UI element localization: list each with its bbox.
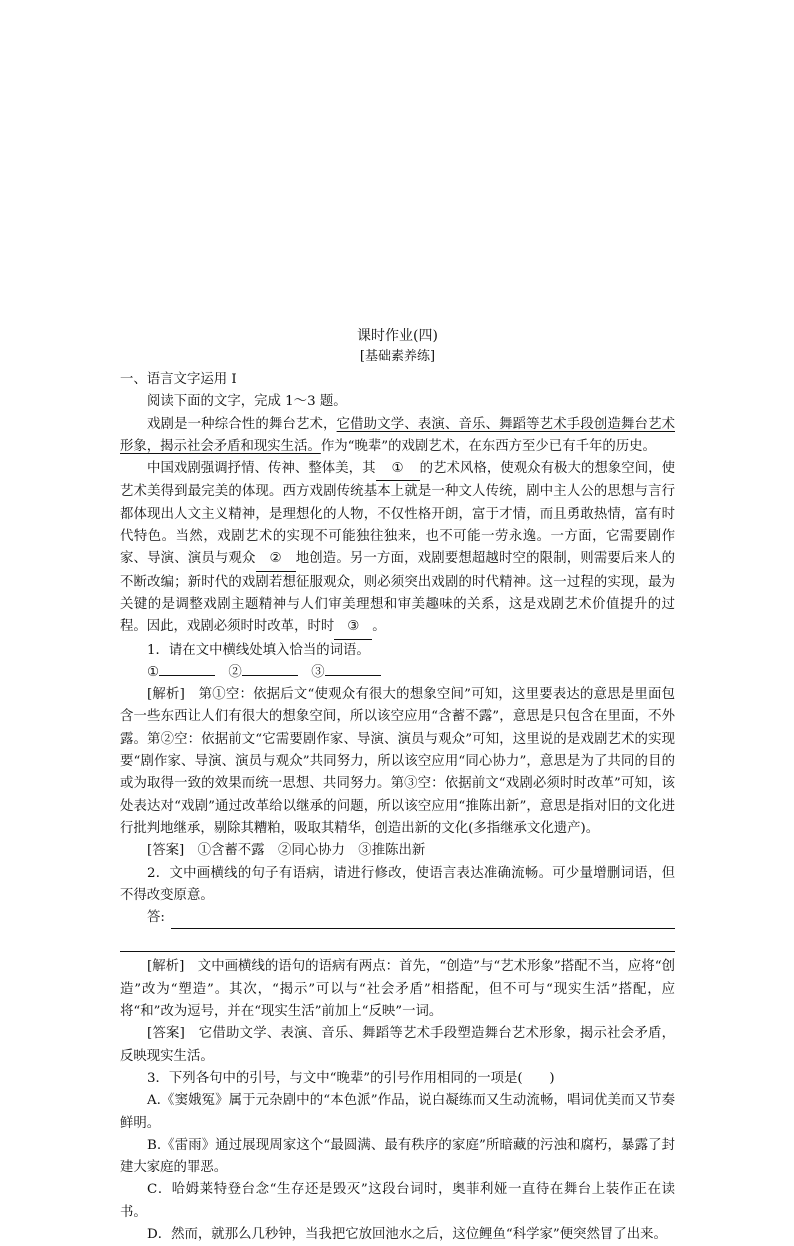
answer-blank-3[interactable]: [325, 675, 381, 676]
option-a[interactable]: A.《窦娥冤》属于元杂剧中的“本色派”作品，说白凝练而又生动流畅，唱词优美而又节奏鲜明。: [120, 1093, 675, 1131]
blank-2[interactable]: ②: [256, 548, 296, 571]
question-1-answer-blanks: [120, 662, 675, 684]
worksheet-page: [120, 325, 675, 1246]
answer-label-2: ②: [228, 664, 242, 680]
answer-label-1: ①: [147, 664, 160, 680]
analysis-text: 文中画横线的语句的语病有两点：首先，“创造”与“艺术形象”搭配不当，应将“创造”改为“塑造”。其次，“揭示”可以与“社会矛盾”相搭配，但不可与“现实生活”搭配，应将“和”改为逗号，并在“现实生活”前加上“反映”一词。: [120, 959, 675, 1020]
answer-line-1[interactable]: [171, 910, 675, 929]
question-2: 2．文中画横线的句子有语病，请进行修改，使语言表达准确流畅。可少量增删词语，但不得改变原意。: [120, 865, 675, 903]
passage-p1-post: 作为“晚辈”的戏剧艺术，在东西方至少已有千年的历史。: [320, 438, 656, 454]
analysis-tag: [解析]: [147, 959, 185, 975]
option-d[interactable]: D．然而，就那么几秒钟，当我把它放回池水之后，这位鲤鱼“科学家”便突然冒了出来。: [147, 1226, 667, 1242]
passage-p2-a: 中国戏剧强调抒情、传神、整体美，其: [147, 461, 376, 477]
passage-p2-c: 地创造。另一方面，戏剧要想超越时空的限制，则需要后来人的不断改编；新时代的戏剧若想征服观众，则必须突出戏剧的时代精神。这一过程的实现，最为关键的是调整戏剧主题精神与人们审美理想和审美趣味的关系，这是戏剧艺术价值提升的过程。因此，戏剧必须时时改革，时时: [120, 551, 676, 635]
answer-blank-1[interactable]: [159, 675, 215, 676]
passage-p2-b: 的艺术风格，使观众有极大的想象空间，使艺术美得到最完美的体现。西方戏剧传统基本上就是一种文人传统，剧中主人公的思想与言行都体现出人文主义精神，是理想化的人物，不仅性格开朗，富于才情，而且勇敢热情，富有时代特色。当然，戏剧艺术的实现不可能独往独来，也不可能一劳永逸。一方面，它需要剧作家、导演、演员与观众: [120, 461, 676, 567]
reading-instruction: 阅读下面的文字，完成 1～3 题。: [147, 394, 347, 410]
answer-prompt: 答:: [147, 910, 165, 926]
answer-blank-2[interactable]: [242, 675, 298, 676]
passage-p1-pre: 戏剧是一种综合性的舞台艺术，: [147, 416, 337, 432]
option-b[interactable]: B.《雷雨》通过展现周家这个“最圆满、最有秩序的家庭”所暗藏的污浊和腐朽，暴露了封建大家庭的罪恶。: [120, 1137, 675, 1176]
analysis-text: 第①空：依据后文“使观众有很大的想象空间”可知，这里要表达的意思是里面包含一些东西让人们有很大的想象空间，所以该空应用“含蓄不露”，意思是只包含在里面，不外露。第②空：依据前文“它需要剧作家、导演、演员与观众”可知，这里说的是戏剧艺术的实现要“剧作家、导演、演员与观众”共同努力，所以该空应用“同心协力”，意思是为了共同的目的或为取得一致的效果而统一思想、共同努力。第③空：依据前文“戏剧必须时时改革”可知，该处表达对“戏剧”通过改革给以继承的问题，所以该空应用“推陈出新”，意思是指对旧的文化进行批判地继承，剔除其糟粕，吸取其精华，创造出新的文化(多指继承文化遗产)。: [120, 687, 675, 836]
option-c[interactable]: C．哈姆莱特登台念“生存还是毁灭”这段台词时，奥菲利娅一直待在舞台上装作正在读书。: [120, 1182, 675, 1220]
question-2-analysis: [120, 956, 675, 1023]
question-1-answer: [120, 840, 675, 862]
answer-text: ①含蓄不露 ②同心协力 ③推陈出新: [197, 843, 426, 859]
answer-line-2[interactable]: [120, 933, 675, 952]
underlined-sentence: 它借助文学、表演、音乐、舞蹈等艺术手段创造舞台艺术形象，揭示社会矛盾和现实生活。: [120, 416, 675, 454]
question-1-analysis: [120, 684, 675, 840]
answer-label-3: ③: [311, 664, 325, 680]
question-3: 3．下列各句中的引号，与文中“晚辈”的引号作用相同的一项是( ): [147, 1070, 555, 1086]
answer-tag: [答案]: [147, 843, 185, 859]
passage-p2-end: 。: [372, 619, 386, 635]
section-heading: 一、语言文字运用 I: [120, 372, 237, 387]
question-2-answer: [120, 1023, 675, 1068]
blank-1[interactable]: ①: [376, 458, 420, 481]
question-1: 1．请在文中横线处填入恰当的词语。: [147, 642, 370, 658]
answer-line-2-wrap: [120, 933, 675, 952]
passage-paragraph-2: [120, 458, 675, 639]
analysis-tag: [解析]: [147, 687, 185, 703]
page-subtitle: [基础素养练]: [359, 349, 436, 364]
answer-text: 它借助文学、表演、音乐、舞蹈等艺术手段塑造舞台艺术形象，揭示社会矛盾，反映现实生活。: [120, 1026, 676, 1064]
blank-3[interactable]: ③: [334, 616, 372, 639]
question-2-answer-row: [120, 907, 675, 929]
answer-tag: [答案]: [147, 1026, 185, 1042]
page-title: 课时作业(四): [357, 328, 438, 344]
passage-paragraph-1: [120, 414, 675, 459]
